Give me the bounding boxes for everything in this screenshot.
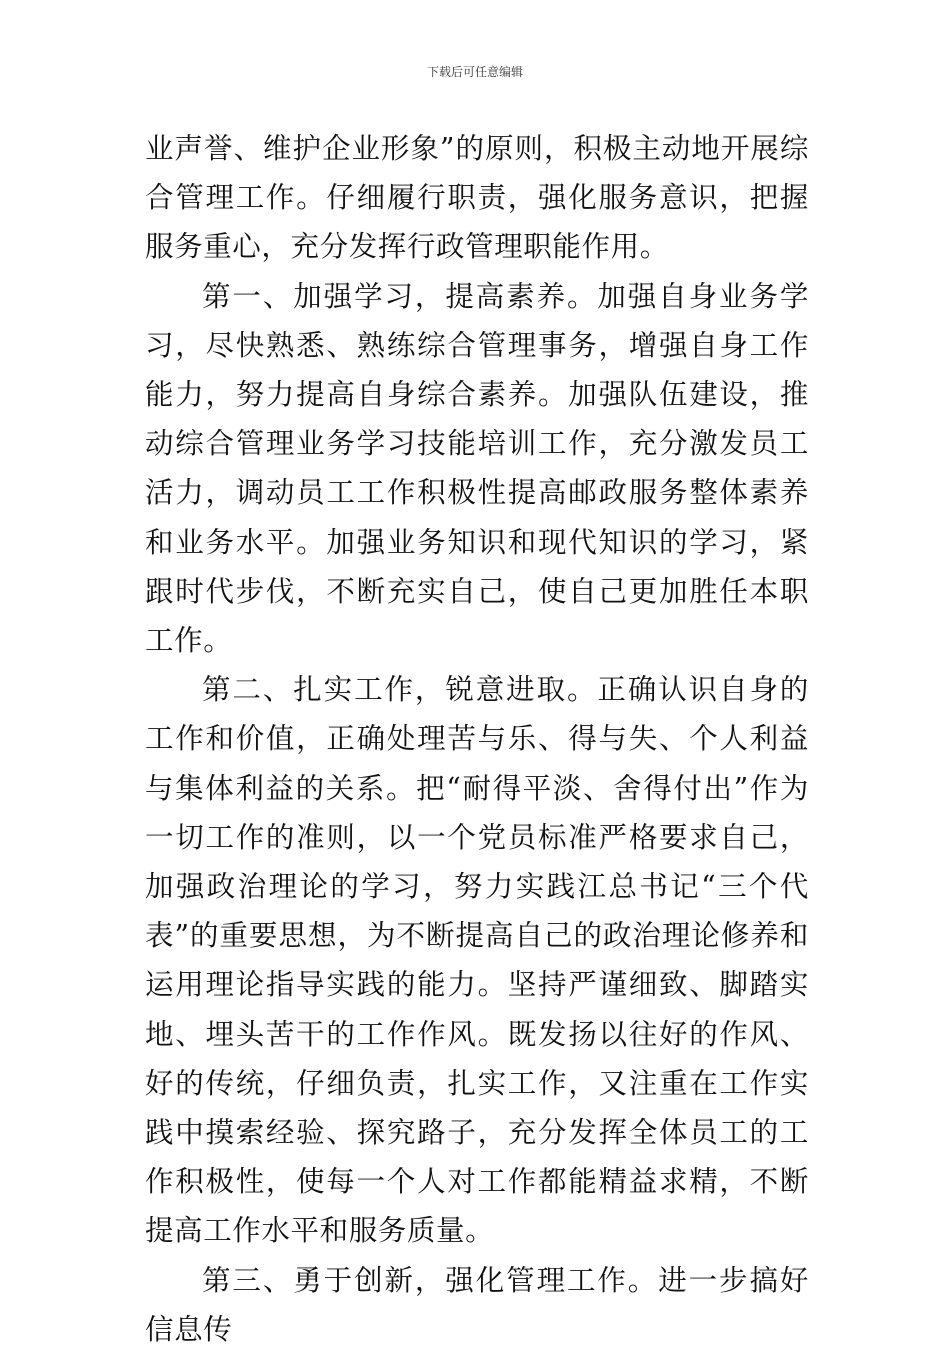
header-note: 下载后可任意编辑 <box>426 65 523 79</box>
paragraph-second-point: 第二、扎实工作，锐意进取。正确认识自身的工作和价值，正确处理苦与乐、得与失、个人利益与集体利益的关系。把“耐得平淡、舍得付出”作为一切工作的准则，以一个党员标准严格要求自己，加强政治理论的学习，努力实践江总书记“三个代表”的重要思想，为不断提高自己的政治理论修养和运用理论指导实践的能力。坚持严谨细致、脚踏实地、埋头苦干的工作作风。既发扬以往好的作风、好的传统，仔细负责，扎实工作，又注重在工作实践中摸索经验、探究路子，充分发挥全体员工的工作积极性，使每一个人对工作都能精益求精，不断提高工作水平和服务质量。 <box>145 673 809 1248</box>
paragraph-first-point: 第一、加强学习，提高素养。加强自身业务学习，尽快熟悉、熟练综合管理事务，增强自身工作能力，努力提高自身综合素养。加强队伍建设，推动综合管理业务学习技能培训工作，充分激发员工活力，调动员工工作积极性提高邮政服务整体素养和业务水平。加强业务知识和现代知识的学习，紧跟时代步伐，不断充实自己，使自己更加胜任本职工作。 <box>145 279 809 658</box>
paragraph-third-point: 第三、勇于创新，强化管理工作。进一步搞好信息传 <box>145 1263 809 1346</box>
paragraph-continuation: 业声誉、维护企业形象”的原则，积极主动地开展综合管理工作。仔细履行职责，强化服务意识，把握服务重心，充分发挥行政管理职能作用。 <box>145 132 809 264</box>
document-body <box>145 124 809 1354</box>
